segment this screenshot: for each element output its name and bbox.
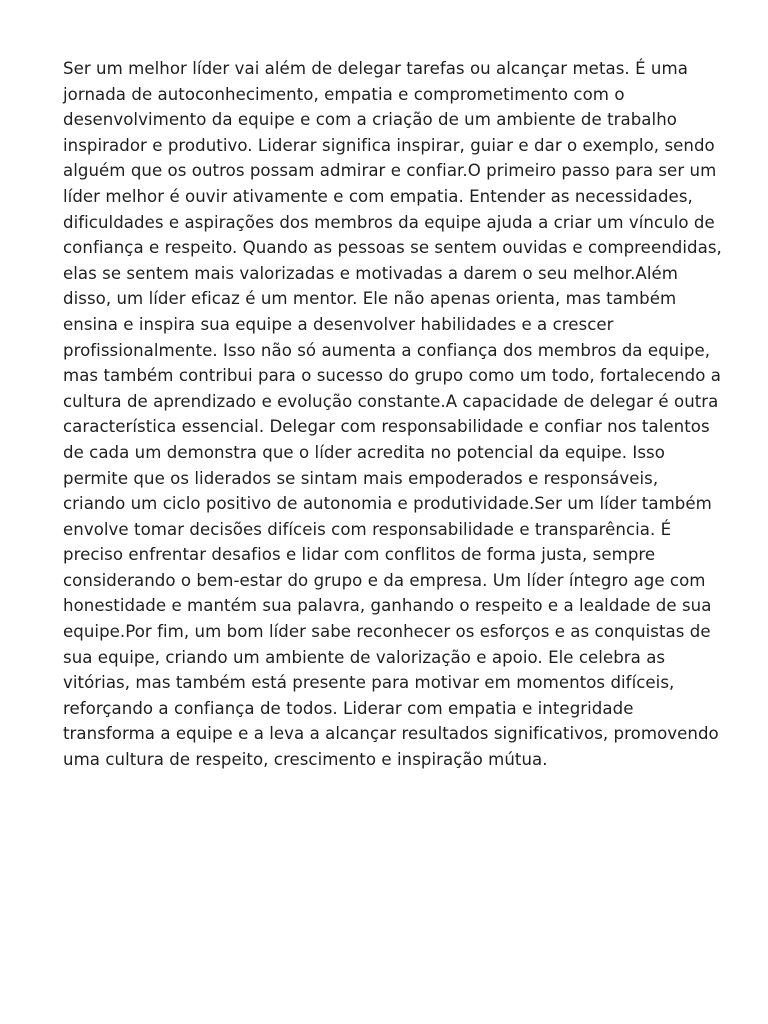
body-paragraph: Ser um melhor líder vai além de delegar tarefas ou alcançar metas. É uma jornada de autoconhecimento, empatia e comprometimento com o desenvolvimento da equipe e com a criação de um ambiente de trabalho inspirador e produtivo. Liderar significa inspirar, guiar e dar o exemplo, sendo alguém que os outros possam admirar e confiar.O primeiro passo para ser um líder melhor é ouvir ativamente e com empatia. Entender as necessidades, dificuldades e aspirações dos membros da equipe ajuda a criar um vínculo de confiança e respeito. Quando as pessoas se sentem ouvidas e compreendidas, elas se sentem mais valorizadas e motivadas a darem o seu melhor.Além disso, um líder eficaz é um mentor. Ele não apenas orienta, mas também ensina e inspira sua equipe a desenvolver habilidades e a crescer profissionalmente. Isso não só aumenta a confiança dos membros da equipe, mas também contribui para o sucesso do grupo como um todo, fortalecendo a cultura de aprendizado e evolução constante.A capacidade de delegar é outra característica essencial. Delegar com responsabilidade e confiar nos talentos de cada um demonstra que o líder acredita no potencial da equipe. Isso permite que os liderados se sintam mais empoderados e responsáveis, criando um ciclo positivo de autonomia e produtividade.Ser um líder também envolve tomar decisões difíceis com responsabilidade e transparência. É preciso enfrentar desafios e lidar com conflitos de forma justa, sempre considerando o bem-estar do grupo e da empresa. Um líder íntegro age com honestidade e mantém sua palavra, ganhando o respeito e a lealdade de sua equipe.Por fim, um bom líder sabe reconhecer os esforços e as conquistas de sua equipe, criando um ambiente de valorização e apoio. Ele celebra as vitórias, mas também está presente para motivar em momentos difíceis, reforçando a confiança de todos. Liderar com empatia e integridade transforma a equipe e a leva a alcançar resultados significativos, promovendo uma cultura de respeito, crescimento e inspiração mútua. bbox=[63, 59, 722, 770]
